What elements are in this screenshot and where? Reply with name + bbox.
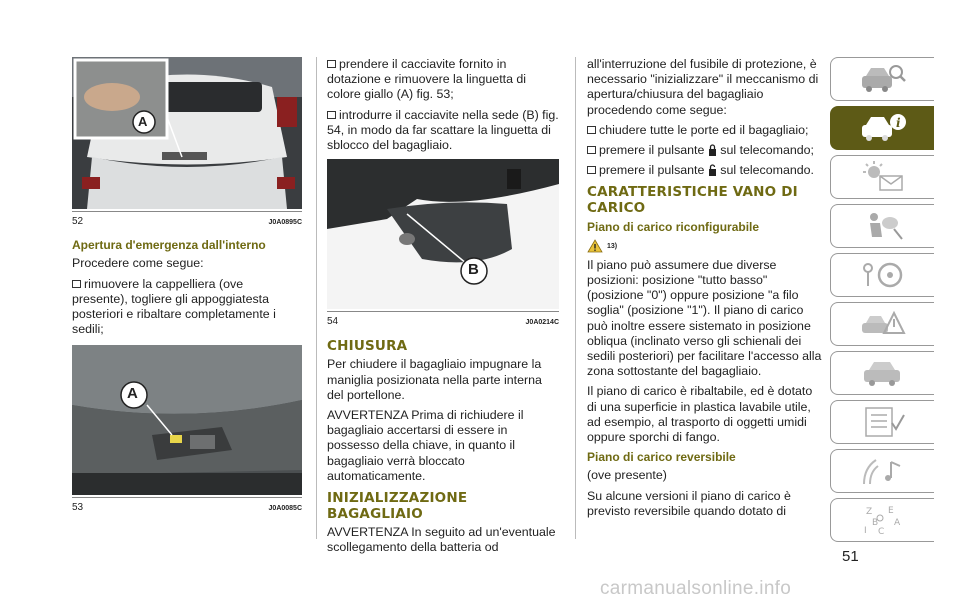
- warning-triangle-icon: [587, 239, 603, 253]
- tab-key-wheel[interactable]: [830, 253, 934, 297]
- alphabet-index-icon: [858, 503, 908, 537]
- figure-number: 52: [72, 216, 84, 227]
- figure-52: [72, 57, 302, 209]
- watermark: carmanualsonline.info: [600, 578, 792, 599]
- tab-car-service[interactable]: [830, 351, 934, 395]
- figure-code: J0A0895C: [268, 219, 302, 226]
- list-item-text: prendere il cacciavite fornito in dotazione e rimuovere la linguetta di colore giallo (A) fig. 53;: [327, 57, 527, 102]
- bullet-icon: [587, 126, 596, 134]
- tab-airbag-person[interactable]: [830, 204, 934, 248]
- paragraph: AVVERTENZA In seguito ad un'eventuale scollegamento della batteria od: [327, 525, 556, 555]
- figure-label: B: [468, 261, 479, 279]
- svg-text:C: C: [877, 527, 884, 537]
- list-item: [327, 57, 559, 103]
- figure-caption: [72, 211, 302, 230]
- car-service-icon: [858, 356, 908, 390]
- list-item-text: chiudere tutte le porte ed il bagagliaio;: [599, 122, 809, 137]
- figure-caption: [72, 497, 302, 516]
- column-2: [327, 57, 559, 560]
- section-heading: CARATTERISTICHE VANO DI CARICO: [587, 184, 798, 217]
- column-divider: [575, 57, 576, 539]
- page-number: 51: [842, 548, 859, 565]
- chapter-tabs: [830, 57, 934, 547]
- list-item-text: premere il pulsante: [599, 143, 705, 158]
- list-item: [587, 123, 825, 138]
- paragraph: Su alcune versioni il piano di carico è previsto reversibile quando dotato di: [587, 488, 791, 518]
- list-item-text: introdurre il cacciavite nella sede (B) fig. 54, in modo da far scattare la linguetta di sblocco del bagagliaio.: [327, 107, 559, 153]
- lock-open-icon: [708, 164, 717, 176]
- paragraph: AVVERTENZA Prima di richiudere il bagagliaio accertarsi di essere in possesso della chiave, in quanto il bagagliaio verrà bloccato automaticamente.: [327, 408, 524, 483]
- paragraph: (ove presente): [587, 468, 667, 483]
- list-item-text: sul telecomando.: [720, 163, 814, 178]
- figure-number: 53: [72, 502, 84, 514]
- airbag-person-icon: [858, 209, 908, 243]
- subsection-heading: Piano di carico riconfigurabile: [587, 220, 760, 235]
- figure-number: 54: [327, 316, 339, 328]
- bullet-icon: [72, 280, 81, 288]
- figure-code: J0A0214C: [525, 319, 559, 327]
- sun-mail-icon: [858, 160, 908, 194]
- figure-54-image: [327, 159, 559, 309]
- checklist-icon: [858, 405, 908, 439]
- tab-car-warning[interactable]: [830, 302, 934, 346]
- bullet-icon: [587, 166, 596, 174]
- tab-checklist[interactable]: [830, 400, 934, 444]
- tab-alphabet-index[interactable]: [830, 498, 934, 542]
- subsection-heading: Piano di carico reversibile: [587, 450, 736, 465]
- section-heading: CHIUSURA: [327, 338, 408, 355]
- svg-text:B: B: [871, 518, 878, 528]
- paragraph: Per chiudere il bagagliaio impugnare la maniglia posizionata nella parte interna del portellone.: [327, 357, 542, 402]
- figure-label: A: [127, 385, 138, 403]
- bullet-icon: [327, 60, 336, 68]
- figure-caption: [327, 311, 559, 330]
- svg-text:E: E: [887, 506, 894, 516]
- paragraph: all'interruzione del fusibile di protezione, è necessario "inizializzare" il meccanismo di apertura/chiusura del bagagliaio procedendo come segue:: [587, 57, 819, 117]
- section-heading: INIZIALIZZAZIONE BAGAGLIAIO: [327, 490, 468, 523]
- list-item-text: rimuovere la cappelliera (ove presente), togliere gli appoggiatesta posteriori e ribaltare completamente i sedili;: [72, 276, 276, 337]
- list-item-text: sul telecomando;: [720, 143, 814, 158]
- tab-sun-mail[interactable]: [830, 155, 934, 199]
- key-wheel-icon: [858, 258, 908, 292]
- list-item-text: premere il pulsante: [599, 163, 705, 178]
- tab-media-note[interactable]: [830, 449, 934, 493]
- figure-label: A: [138, 114, 148, 129]
- warning-reference: 13): [607, 242, 618, 250]
- lock-closed-icon: [708, 144, 717, 156]
- column-1: [72, 57, 302, 525]
- bullet-icon: [327, 111, 336, 119]
- figure-54: [327, 159, 559, 309]
- car-info-icon: [858, 111, 908, 145]
- bullet-icon: [587, 146, 596, 154]
- warning-note: [587, 239, 825, 254]
- car-search-icon: [858, 62, 908, 96]
- svg-text:A: A: [893, 518, 900, 528]
- figure-code: J0A0085C: [268, 505, 302, 513]
- paragraph: Il piano di carico è ribaltabile, ed è dotato di una superficie in plastica lavabile utile, ad esempio, al trasporto di oggetti umidi oppure sporchi di fango.: [587, 384, 813, 445]
- column-divider: [316, 57, 317, 539]
- media-note-icon: [858, 454, 908, 488]
- figure-53-image: [72, 345, 302, 495]
- svg-text:i: i: [895, 116, 901, 130]
- section-heading: Apertura d'emergenza dall'interno: [72, 238, 266, 253]
- list-item: [72, 277, 302, 338]
- tab-car-search[interactable]: [830, 57, 934, 101]
- svg-text:Z: Z: [865, 507, 872, 517]
- tab-car-info[interactable]: [830, 106, 934, 150]
- svg-text:I: I: [863, 526, 867, 536]
- list-item: [587, 143, 825, 158]
- paragraph: Il piano può assumere due diverse posizioni: posizione "tutto basso" (posizione "0") oppure posizione "a filo soglia" (posizione "1"). Il piano di carico può inoltre essere sistemato in posizione obliqua (inclinato verso gli schienali dei sedili posteriori) per facilitare l'accesso alla zona sottostante del bagagliaio.: [587, 257, 822, 379]
- list-item: [327, 108, 559, 154]
- car-warning-icon: [858, 307, 908, 341]
- figure-53: [72, 345, 302, 495]
- column-3: [587, 57, 825, 524]
- list-item: [587, 163, 825, 178]
- paragraph: Procedere come segue:: [72, 256, 204, 271]
- figure-52-image: [72, 57, 302, 209]
